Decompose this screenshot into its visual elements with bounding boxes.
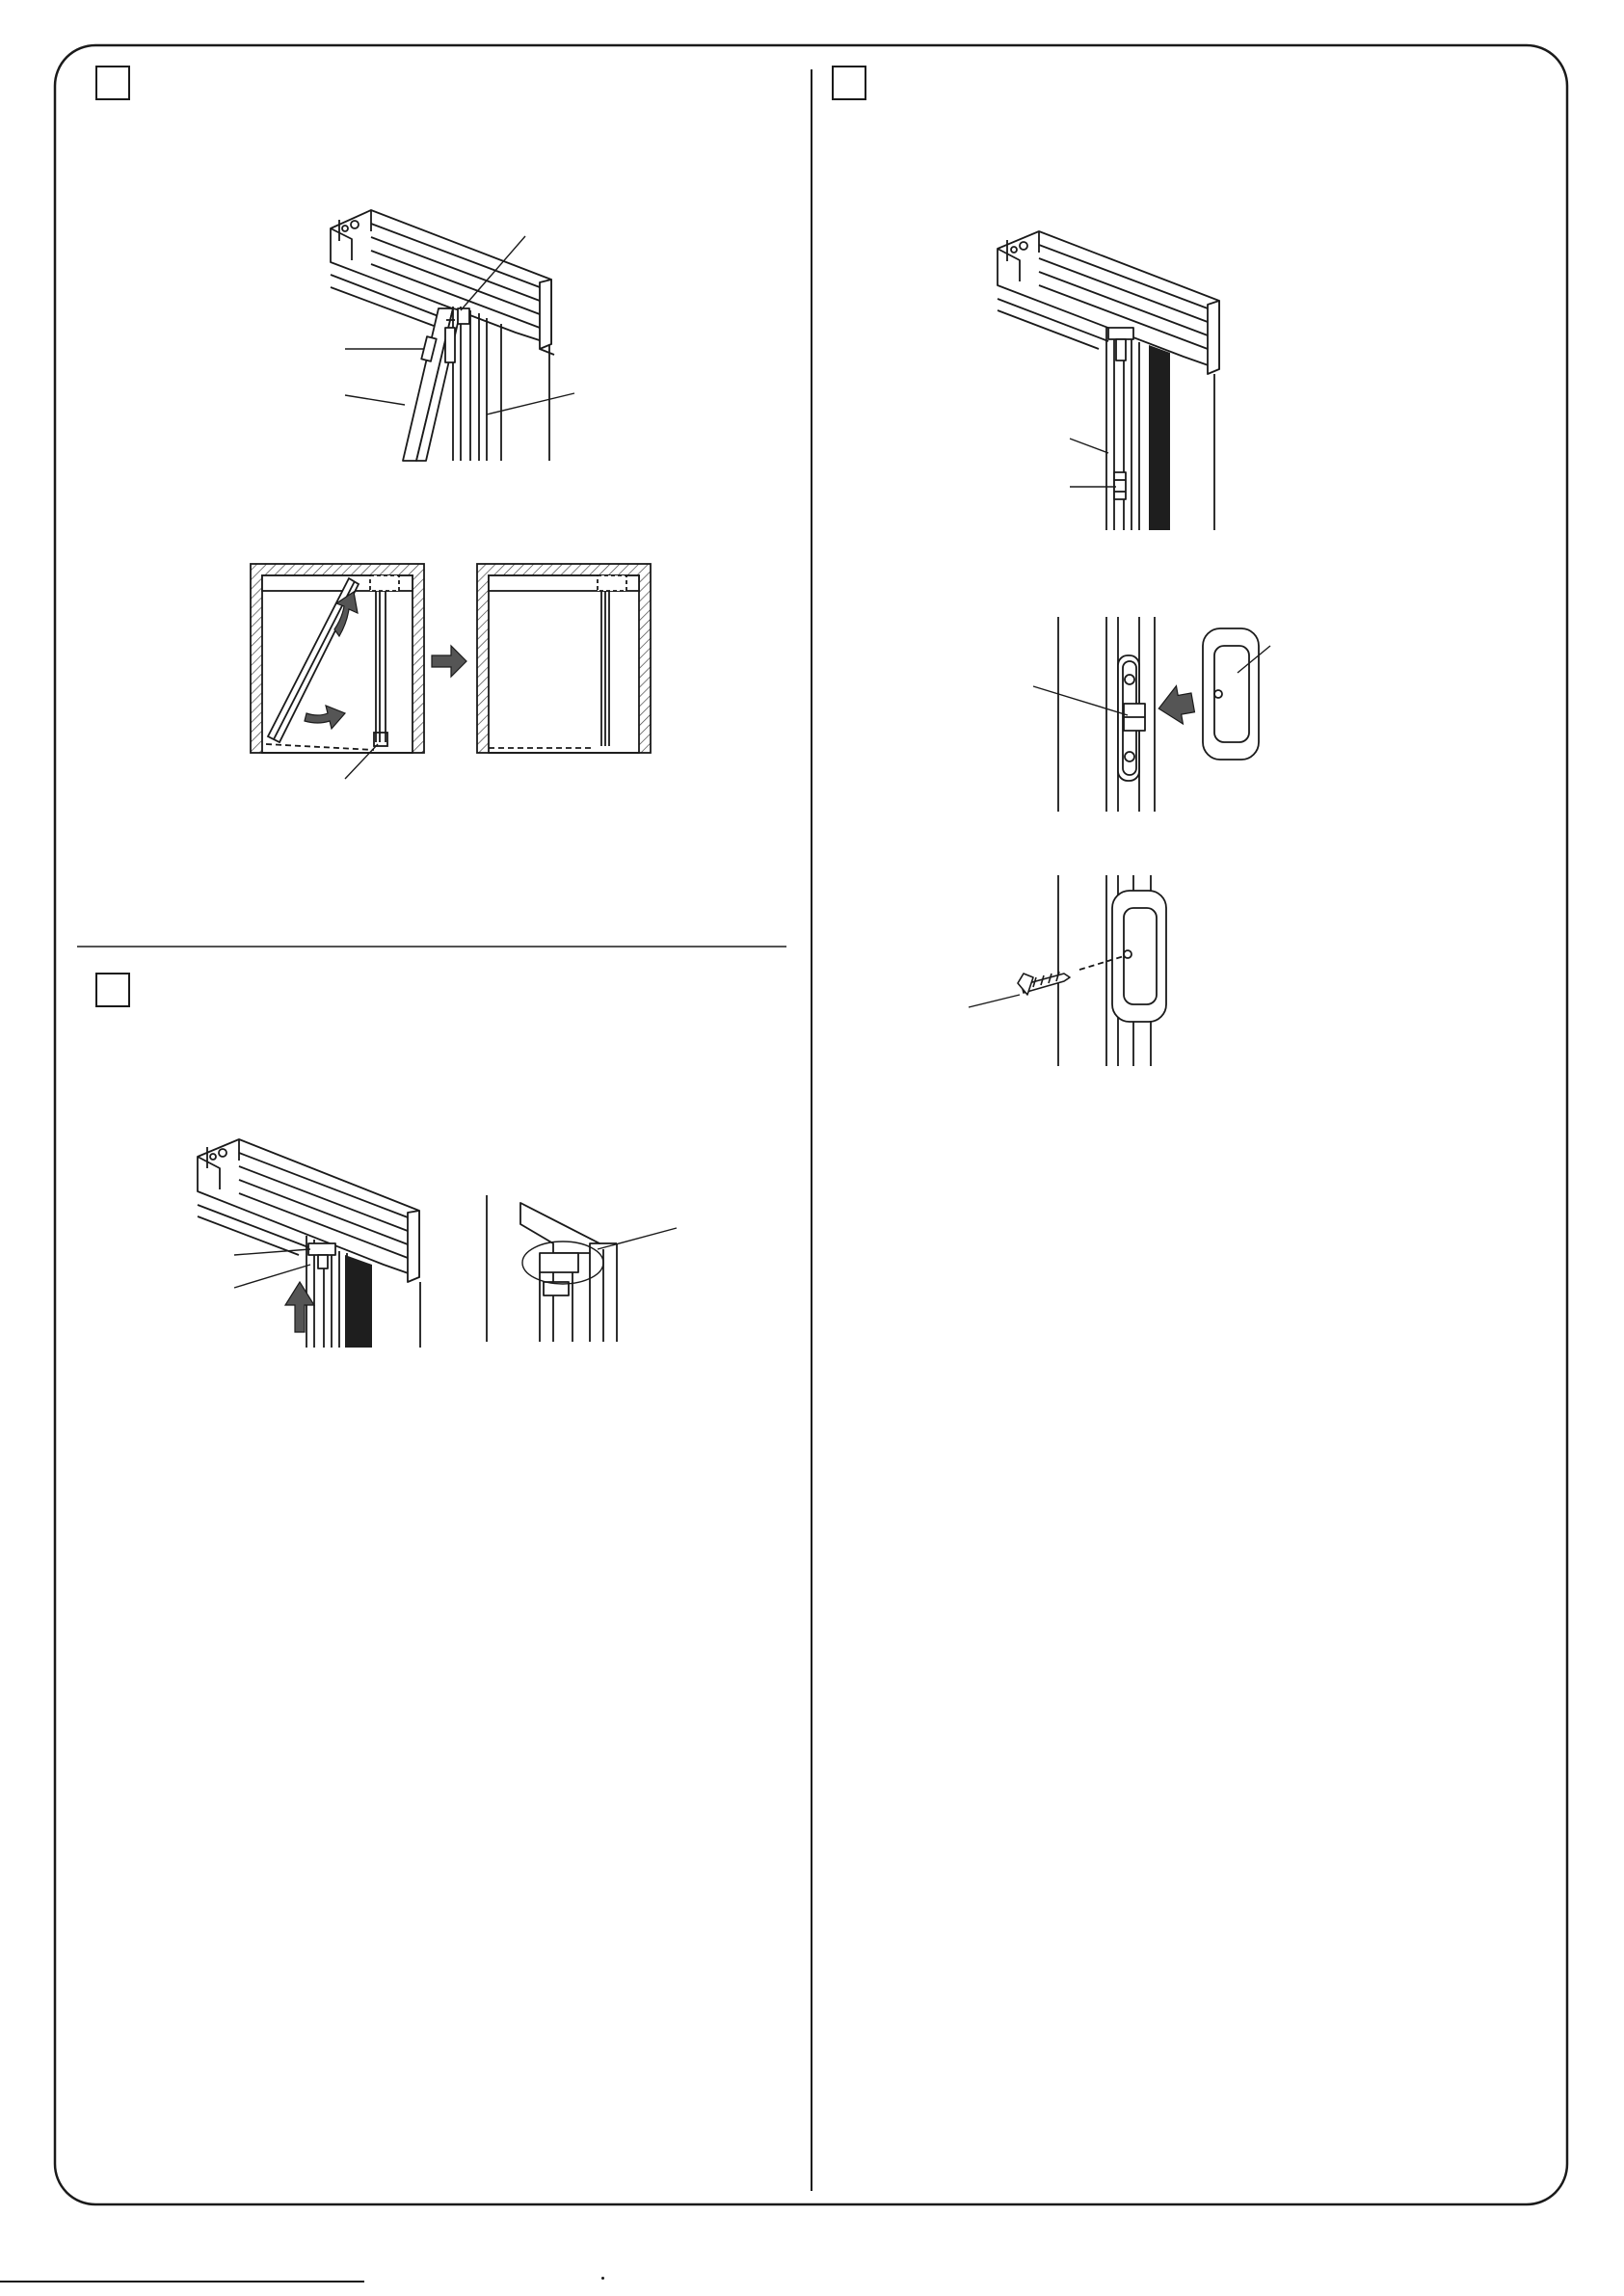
step-top-left: [96, 67, 651, 779]
detail-view: [487, 1195, 617, 1342]
cross-section-after: [477, 564, 651, 753]
rail-illustration-1: [331, 210, 554, 461]
screw-detail: [1058, 875, 1166, 1066]
screen-mesh: [345, 1255, 372, 1348]
step-number-box: [833, 67, 865, 99]
latch-detail: [1058, 617, 1259, 812]
insert-arrow-icon: [1156, 683, 1196, 728]
cross-section-before: [251, 564, 424, 753]
rail-illustration-2: [198, 1139, 420, 1348]
callout-line: [598, 1228, 677, 1249]
screw-icon: [1018, 972, 1070, 995]
step-bottom-left: [96, 974, 677, 1348]
screen-mesh: [1149, 345, 1170, 530]
footer-rule: [0, 2281, 364, 2283]
callout-lines-2: [234, 1249, 310, 1288]
up-arrow-icon: [285, 1282, 314, 1332]
callout-line: [969, 995, 1020, 1007]
rail-illustration-3: [998, 231, 1219, 530]
callout-lines-3: [1070, 439, 1116, 487]
footer-mark: [601, 2277, 604, 2280]
step-number-box: [96, 67, 129, 99]
step-number-box: [96, 974, 129, 1006]
step-top-right: [833, 67, 1270, 1066]
right-arrow-icon: [432, 646, 466, 677]
